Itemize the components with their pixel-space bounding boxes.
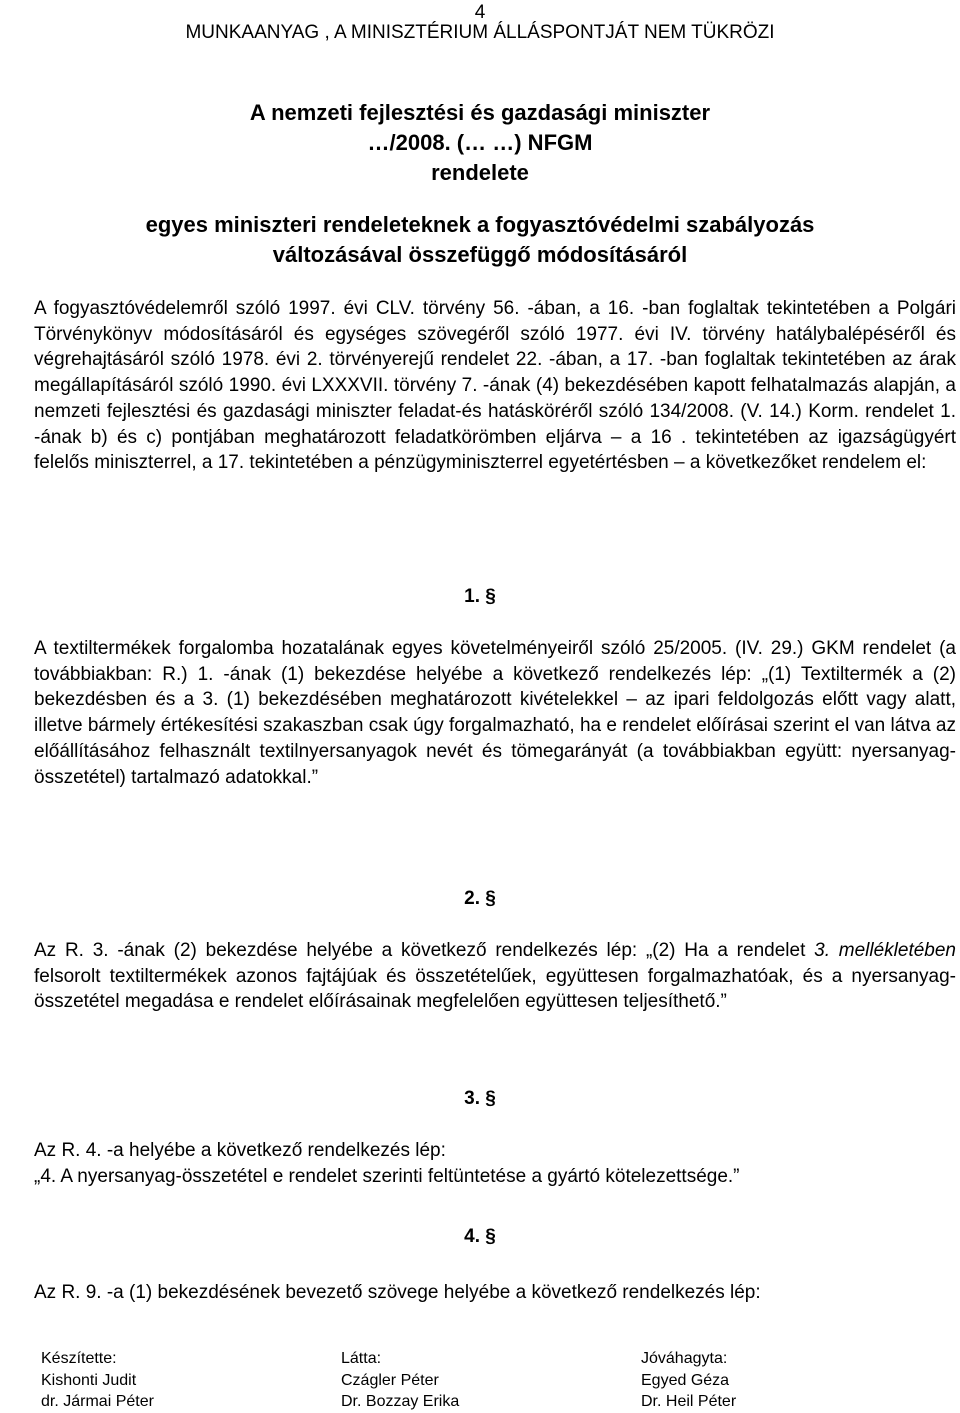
footer-reviewed-by	[341, 1348, 459, 1413]
footer-label: Látta:	[341, 1350, 382, 1367]
title-type: rendelete	[431, 160, 529, 185]
section-3-line-1: Az R. 4. -a helyébe a következő rendelkezés lép:	[34, 1140, 446, 1161]
footer-name: Egyed Géza	[641, 1371, 730, 1389]
section-symbol: §	[485, 1088, 496, 1109]
section-3-text	[34, 1138, 956, 1189]
section-number: 4.	[464, 1226, 480, 1247]
subject-line-1: egyes miniszteri rendeleteknek a fogyasztóvédelmi szabályozás	[145, 212, 815, 237]
preamble-paragraph: A fogyasztóvédelemről szóló 1997. évi CLV. törvény 56. -ában, a 16. -ban foglaltak tekintetében a Polgári Törvénykönyv módosításáról és egységes szövegéről szóló 1977. évi IV. törvény hatálybalépéséről és végrehajtásáról szóló 1978. évi 2. törvényerejű rendelet 22. -ában, a 17. -ban foglaltak tekintetében az árak megállapításáról szóló 1990. évi LXXXVII. törvény 7. -ának (4) bekezdésében kapott felhatalmazás alapján, a nemzeti fejlesztési és gazdasági miniszter feladat-és hatásköréről szóló 134/2008. (V. 14.) Korm. rendelet 1. -ának b) és c) pontjában meghatározott feladatkörömben eljárva – a 16 . tekintetében az igazságügyért felelős miniszterrel, a 17. tekintetében a pénzügyminiszterrel egyetértésben – a következőket rendelem el:	[34, 298, 956, 474]
footer-name: Dr. Heil Péter	[641, 1393, 737, 1410]
footer-name: Dr. Bozzay Erika	[341, 1393, 460, 1410]
footer-approved-by	[641, 1348, 736, 1413]
title-number: …/2008. (… …) NFGM	[367, 130, 593, 155]
title-issuer: A nemzeti fejlesztési és gazdasági miniszter	[249, 100, 711, 125]
section-2-text-start: Az R. 3. -ának (2) bekezdése helyébe a következő rendelkezés lép: „(2) Ha a rendelet	[34, 940, 815, 961]
section-2-text-end: felsorolt textiltermékek azonos fajtájúak és összetételűek, együttesen forgalmazhatóak, és a nyersanyag-összetétel megadása e rendelet előírásainak megfelelően együttesen teljesíthető.”	[34, 965, 956, 1013]
section-symbol: §	[485, 586, 496, 607]
annex-reference: 3. mellékletében	[814, 940, 956, 961]
footer-name: Czágler Péter	[341, 1371, 439, 1389]
section-heading-4	[0, 1224, 960, 1250]
footer-prepared-by	[41, 1348, 154, 1413]
footer-name: Kishonti Judit	[41, 1371, 137, 1389]
section-2-text	[34, 938, 956, 1015]
section-4-text: Az R. 9. -a (1) bekezdésének bevezető szövege helyébe a következő rendelkezés lép:	[34, 1282, 761, 1303]
section-heading-1	[0, 584, 960, 610]
section-1-text: A textiltermékek forgalomba hozatalának egyes követelményeiről szóló 25/2005. (IV. 29.) GKM rendelet (a továbbiakban: R.) 1. -ának (1) bekezdése helyébe a következő rendelkezés lép: „(1) Textiltermék a (2) bekezdésben és a 3. (1) bekezdésében meghatározott kivételekkel – az ipari feldolgozás előtt vagy alatt, illetve bármely értékesítési szakaszban csak úgy forgalmazható, ha e rendelet előírásai szerint el van látva az előállításához felhasznált textilnyersanyagok nevét és tömegarányát (a továbbiakban együtt: nyersanyag-összetétel) tartalmazó adatokkal.”	[34, 638, 956, 788]
footer-name: dr. Jármai Péter	[41, 1393, 154, 1410]
footer-label: Jóváhagyta:	[641, 1350, 728, 1367]
section-number: 3.	[464, 1088, 480, 1109]
decree-title	[0, 98, 960, 188]
subject-line-2: változásával összefüggő módosításáról	[272, 242, 688, 267]
section-heading-3	[0, 1086, 960, 1112]
decree-subject	[0, 210, 960, 270]
section-symbol: §	[485, 888, 496, 909]
section-3-line-2: „4. A nyersanyag-összetétel e rendelet szerinti feltüntetése a gyártó kötelezettsége.”	[34, 1165, 740, 1187]
page-number: 4	[474, 2, 486, 23]
section-number: 1.	[464, 586, 480, 607]
draft-notice: MUNKAANYAG , A MINISZTÉRIUM ÁLLÁSPONTJÁT NEM TÜKRÖZI	[185, 22, 775, 43]
section-number: 2.	[464, 888, 480, 909]
footer-label: Készítette:	[41, 1350, 117, 1367]
section-symbol: §	[485, 1226, 496, 1247]
section-heading-2	[0, 886, 960, 912]
